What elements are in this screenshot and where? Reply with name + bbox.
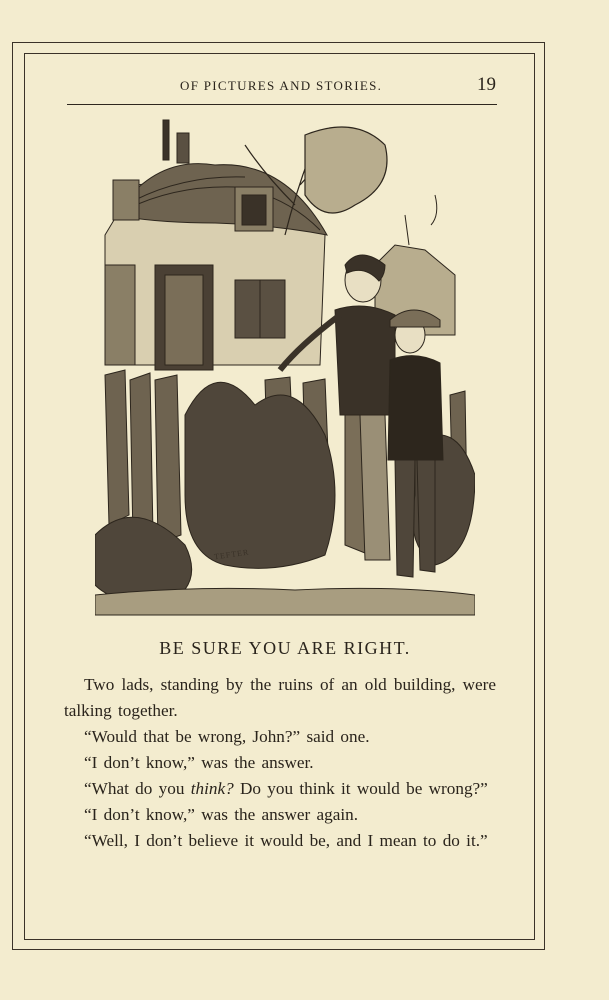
story-body <box>64 672 496 854</box>
story-title: BE SURE YOU ARE RIGHT. <box>159 638 411 658</box>
ground <box>95 588 475 615</box>
emphasized-word: think? <box>190 779 234 798</box>
paragraph-4-end: Do you think it would be wrong?” <box>233 779 488 798</box>
paragraph-5: “I don’t know,” was the answer again. <box>84 805 359 824</box>
engraving-illustration <box>95 115 475 625</box>
paragraph-6: “Well, I don’t believe it would be, and I mean to do it.” <box>84 831 488 850</box>
page-number: 19 <box>477 74 496 95</box>
paragraph-3: “I don’t know,” was the answer. <box>84 753 314 772</box>
paragraph-4 <box>64 776 496 802</box>
paragraph-4-start: “What do you <box>84 779 191 798</box>
paragraph-1: Two lads, standing by the ruins of an old building, were talking together. <box>64 675 496 720</box>
running-head: OF PICTURES AND STORIES. <box>180 78 383 93</box>
cottage <box>105 120 327 370</box>
paragraph-2: “Would that be wrong, John?” said one. <box>84 727 370 746</box>
engraver-signature: TEFTER <box>213 547 250 562</box>
header-rule <box>67 104 497 105</box>
